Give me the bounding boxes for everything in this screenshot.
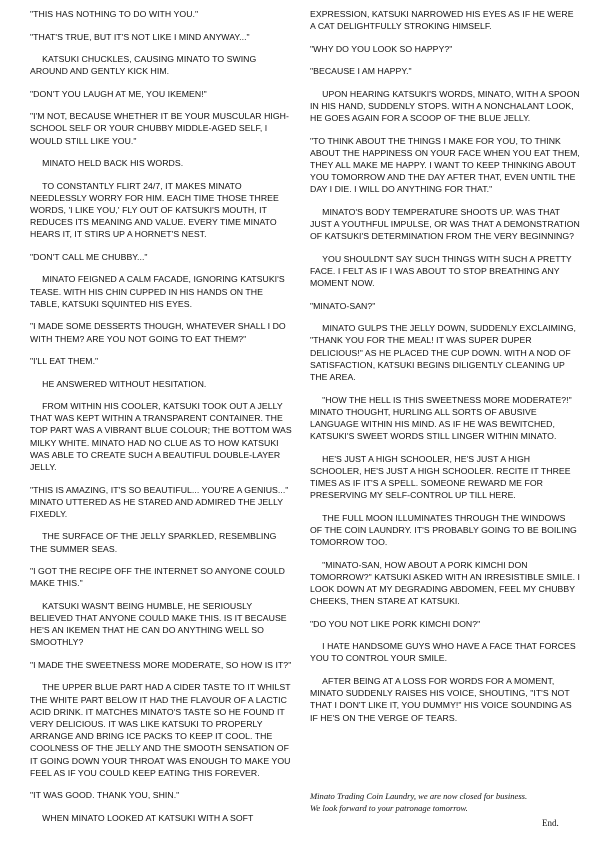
paragraph: "I'LL EAT THEM.": [30, 356, 99, 367]
left-column: [30, 8, 292, 834]
paragraph: KATSUKI WASN'T BEING HUMBLE, HE SERIOUSLY BELIEVED THAT ANYONE COULD MAKE THIS. IS IT BECAUSE HE'S AN IKEMEN THAT HE CAN DO ANYTHING WELL SO SMOOTHLY?: [30, 600, 287, 648]
paragraph: MINATO GULPS THE JELLY DOWN, SUDDENLY EXCLAIMING, "THANK YOU FOR THE MEAL! IT WAS SUPER DUPER DELICIOUS!" AS HE PLACED THE CUP DOWN. WITH A NOD OF SATISFACTION, KATSUKI BEGINS DILIGENTLY CLEANING UP THE AREA.: [310, 323, 576, 383]
closing-note: [310, 790, 580, 815]
paragraph: "THIS HAS NOTHING TO DO WITH YOU.": [30, 9, 199, 19]
paragraph: YOU SHOULDN'T SAY SUCH THINGS WITH SUCH A PRETTY FACE. I FELT AS IF I WAS ABOUT TO STOP BREATHING ANY MOMENT NOW.: [310, 253, 572, 289]
paragraph: THE SURFACE OF THE JELLY SPARKLED, RESEMBLING THE SUMMER SEAS.: [30, 531, 277, 554]
paragraph: "I MADE SOME DESSERTS THOUGH, WHATEVER SHALL I DO WITH THEM? ARE YOU NOT GOING TO EAT THEM?": [30, 321, 286, 344]
right-column: [310, 8, 580, 734]
paragraph: "DON'T CALL ME CHUBBY...": [30, 251, 148, 262]
paragraph: "IT WAS GOOD. THANK YOU, SHIN.": [30, 790, 180, 801]
paragraph: "BECAUSE I AM HAPPY.": [310, 66, 412, 77]
closing-line-2: We look forward to your patronage tomorrow.: [310, 803, 468, 814]
paragraph: I HATE HANDSOME GUYS WHO HAVE A FACE THAT FORCES YOU TO CONTROL YOUR SMILE.: [310, 641, 576, 664]
end-mark: End.: [542, 818, 559, 828]
paragraph: "THIS IS AMAZING, IT'S SO BEAUTIFUL... YOU'RE A GENIUS..." MINATO UTTERED AS HE STARED AND ADMIRED THE JELLY FIXEDLY.: [30, 484, 289, 519]
paragraph: MINATO'S BODY TEMPERATURE SHOOTS UP. WAS THAT JUST A YOUTHFUL IMPULSE, OR WAS THAT A DEMONSTRATION OF KATSUKI'S DETERMINATION FROM THE VERY BEGINNING?: [310, 206, 580, 242]
paragraph: FROM WITHIN HIS COOLER, KATSUKI TOOK OUT A JELLY THAT WAS KEPT WITHIN A TRANSPARENT CONTAINER. THE TOP PART WAS A VIBRANT BLUE COLOUR; THE BOTTOM WAS MILKY WHITE. MINATO HAD NO CLUE AS TO HOW KATSUKI WAS ABLE TO CREATE SUCH A BEAUTIFUL DOUBLE-LAYER JELLY.: [30, 401, 292, 473]
paragraph: MINATO HELD BACK HIS WORDS.: [42, 158, 184, 169]
paragraph: KATSUKI CHUCKLES, CAUSING MINATO TO SWING AROUND AND GENTLY KICK HIM.: [30, 54, 257, 77]
paragraph: HE'S JUST A HIGH SCHOOLER, HE'S JUST A HIGH SCHOOLER, HE'S JUST A HIGH SCHOOLER. RECITE IT THREE TIMES AS IF IT'S A SPELL. SOMEONE REWARD ME FOR PRESERVING MY SELF-CONTROL UP TILL HERE.: [310, 453, 571, 501]
paragraph: "MINATO-SAN?": [310, 300, 376, 311]
paragraph: "HOW THE HELL IS THIS SWEETNESS MORE MODERATE?!" MINATO THOUGHT, HURLING ALL SORTS OF ABUSIVE LANGUAGE WITHIN HIS MIND. AS IF HE WAS BEWITCHED, KATSUKI'S SWEET WORDS STILL LINGER WITHIN MINATO.: [310, 394, 572, 442]
paragraph: "TO THINK ABOUT THE THINGS I MAKE FOR YOU, TO THINK ABOUT THE HAPPINESS ON YOUR FACE WHEN YOU EAT THEM, THEY ALL MAKE ME HAPPY. I WANT TO KEEP THINKING ABOUT YOU TOMORROW AND THE DAY AFTER THAT, EVEN UNTIL THE DAY I DIE. I WILL DO ANYTHING FOR THAT.": [310, 135, 580, 195]
paragraph: UPON HEARING KATSUKI'S WORDS, MINATO, WITH A SPOON IN HIS HAND, SUDDENLY STOPS. WITH A NONCHALANT LOOK, HE GOES AGAIN FOR A SCOOP OF THE BLUE JELLY.: [310, 88, 580, 124]
paragraph: HE ANSWERED WITHOUT HESITATION.: [42, 378, 207, 389]
paragraph: "I GOT THE RECIPE OFF THE INTERNET SO ANYONE COULD MAKE THIS.": [30, 566, 285, 589]
paragraph: EXPRESSION, KATSUKI NARROWED HIS EYES AS IF HE WERE A CAT DELIGHTFULLY STROKING HIMSELF.: [310, 9, 574, 32]
paragraph: "DON'T YOU LAUGH AT ME, YOU IKEMEN!": [30, 88, 207, 99]
paragraph: "WHY DO YOU LOOK SO HAPPY?": [310, 43, 453, 54]
paragraph: MINATO FEIGNED A CALM FACADE, IGNORING KATSUKI'S TEASE. WITH HIS CHIN CUPPED IN HIS HANDS ON THE TABLE, KATSUKI SQUINTED HIS EYES.: [30, 274, 285, 309]
paragraph: AFTER BEING AT A LOSS FOR WORDS FOR A MOMENT, MINATO SUDDENLY RAISES HIS VOICE, SHOUTING, "IT'S NOT THAT I DON'T LIKE IT, YOU DUMMY!" HIS VOICE SOUNDING AS IF HE'S ON THE VERGE OF TEARS.: [310, 675, 572, 723]
paragraph: "DO YOU NOT LIKE PORK KIMCHI DON?": [310, 618, 481, 629]
paragraph: TO CONSTANTLY FLIRT 24/7, IT MAKES MINATO NEEDLESSLY WORRY FOR HIM. EACH TIME THOSE THREE WORDS, 'I LIKE YOU,' FLY OUT OF KATSUKI'S MOUTH, IT REDUCES ITS MEANING AND VALUE. EVERY TIME MINATO HEARS IT, IT STIRS UP A HORNET'S NEST.: [30, 180, 279, 240]
paragraph: "THAT'S TRUE, BUT IT'S NOT LIKE I MIND ANYWAY...": [30, 31, 250, 42]
paragraph: "I'M NOT, BECAUSE WHETHER IT BE YOUR MUSCULAR HIGH-SCHOOL SELF OR YOUR CHUBBY MIDDLE-AGED SELF, I WOULD STILL LIKE YOU.": [30, 111, 289, 146]
paragraph: WHEN MINATO LOOKED AT KATSUKI WITH A SOFT: [42, 812, 254, 823]
paragraph: "MINATO-SAN, HOW ABOUT A PORK KIMCHI DON TOMORROW?" KATSUKI ASKED WITH AN IRRESISTIBLE SMILE. I LOOK DOWN AT MY DEGRADING ABDOMEN, FEEL MY CHUBBY CHEEKS, THEN STARE AT KATSUKI.: [310, 559, 580, 607]
paragraph: THE FULL MOON ILLUMINATES THROUGH THE WINDOWS OF THE COIN LAUNDRY. IT'S PROBABLY GOING TO BE BOILING TOMORROW TOO.: [310, 512, 577, 548]
paragraph: THE UPPER BLUE PART HAD A CIDER TASTE TO IT WHILST THE WHITE PART BELOW IT HAD THE FLAVOUR OF A LACTIC ACID DRINK. IT MATCHES MINATO'S TASTE SO HE FOUND IT VERY DELICIOUS. IT WAS LIKE KATSUKI TO PROPERLY ARRANGE AND BRING ICE PACKS TO KEEP IT COOL. THE COOLNESS OF THE JELLY AND THE SMOOTH SENSATION OF IT GOING DOWN YOUR THROAT WAS ENOUGH TO MAKE YOU FEEL AS IF YOU COULD KEEP EATING THIS FOREVER.: [30, 682, 291, 778]
closing-line-1: Minato Trading Coin Laundry, we are now closed for business.: [310, 791, 528, 801]
paragraph: "I MADE THE SWEETNESS MORE MODERATE, SO HOW IS IT?": [30, 659, 292, 670]
